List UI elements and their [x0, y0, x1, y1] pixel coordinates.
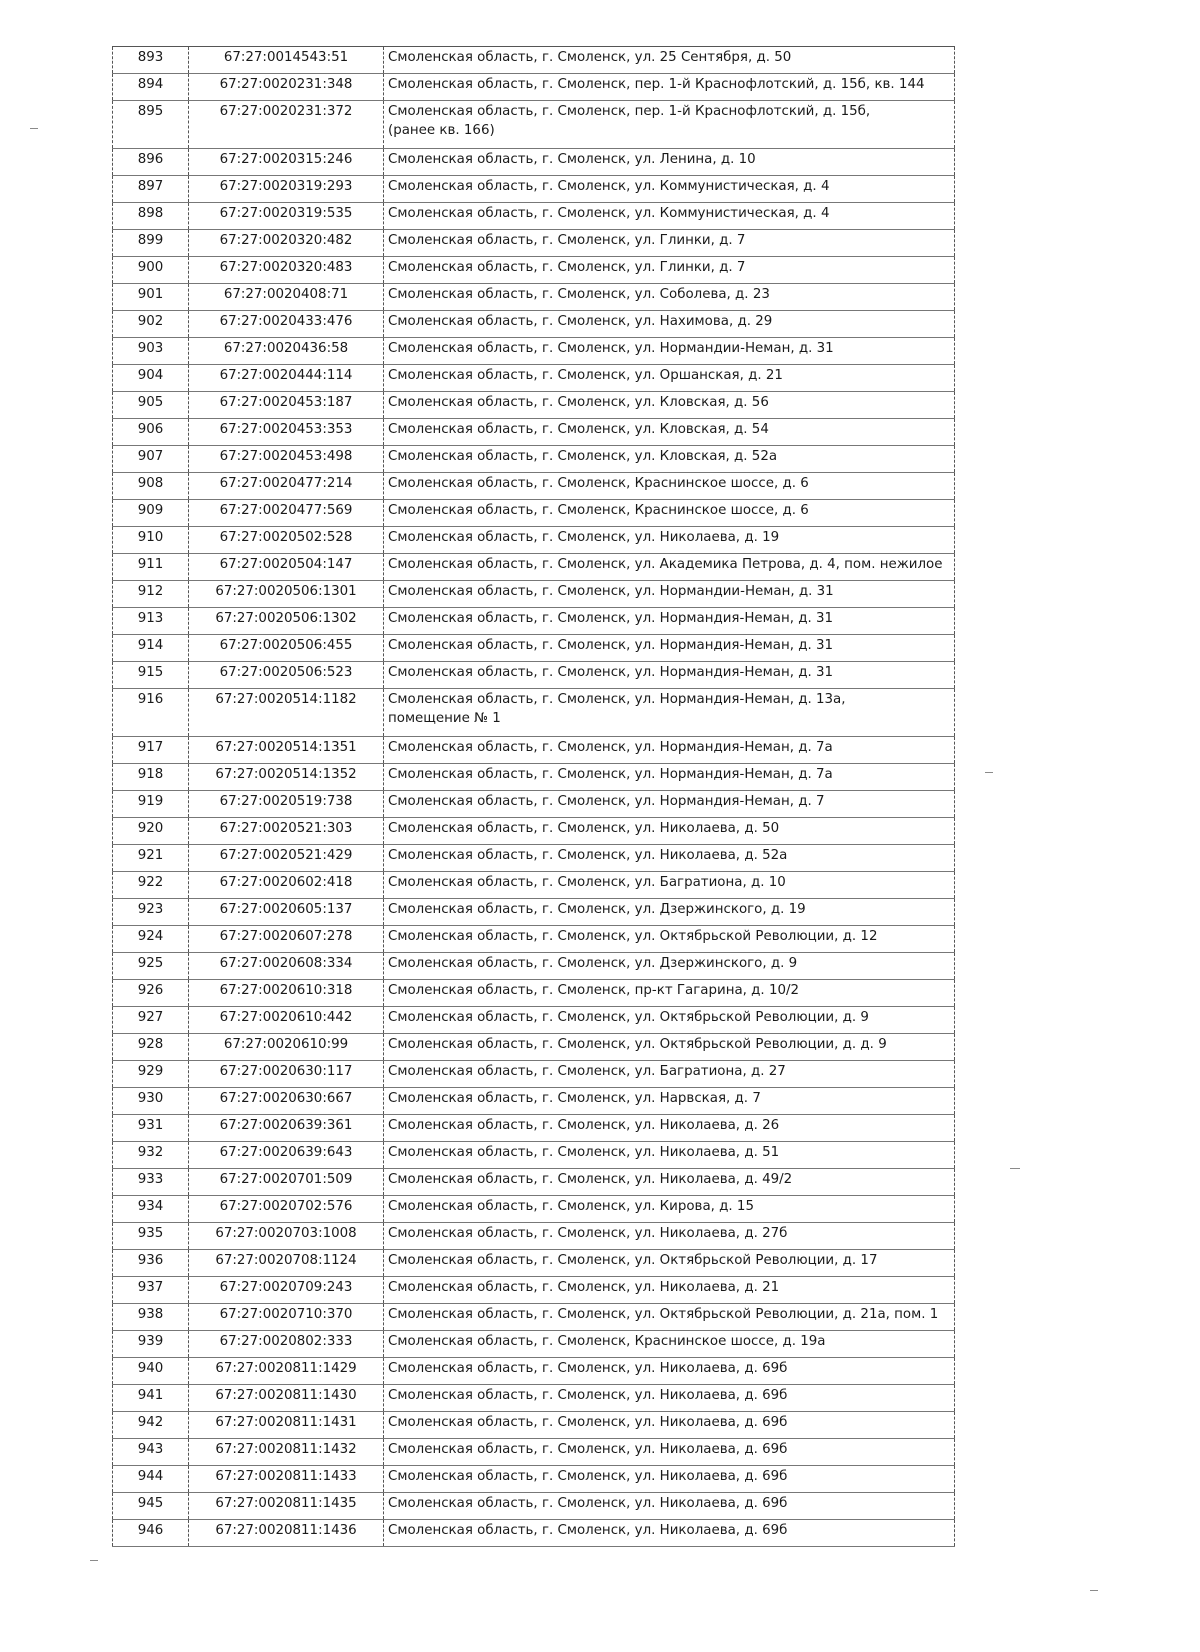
address-cell: Смоленская область, г. Смоленск, ул. Багратиона, д. 27: [384, 1061, 955, 1088]
table-row: [113, 1466, 955, 1493]
address-cell: Смоленская область, г. Смоленск, ул. Кловская, д. 56: [384, 392, 955, 419]
cadastral-number-cell: 67:27:0020802:333: [189, 1331, 384, 1358]
address-cell: Смоленская область, г. Смоленск, ул. Нормандия-Неман, д. 7а: [384, 764, 955, 791]
row-number-cell: 942: [113, 1412, 189, 1439]
row-number-cell: 916: [113, 689, 189, 737]
registry-table-body: [113, 47, 955, 1547]
table-row: [113, 635, 955, 662]
row-number-cell: 935: [113, 1223, 189, 1250]
address-cell: Смоленская область, г. Смоленск, ул. Октябрьской Революции, д. 21а, пом. 1: [384, 1304, 955, 1331]
table-row: [113, 1385, 955, 1412]
table-row: [113, 230, 955, 257]
address-cell: Смоленская область, г. Смоленск, ул. Академика Петрова, д. 4, пом. нежилое: [384, 554, 955, 581]
cadastral-number-cell: 67:27:0020319:535: [189, 203, 384, 230]
scan-mark: [985, 772, 993, 773]
address-cell: Смоленская область, г. Смоленск, ул. Соболева, д. 23: [384, 284, 955, 311]
cadastral-number-cell: 67:27:0020514:1351: [189, 737, 384, 764]
table-row: [113, 764, 955, 791]
address-cell: Смоленская область, г. Смоленск, ул. Нормандия-Неман, д. 13а, помещение № 1: [384, 689, 955, 737]
cadastral-number-cell: 67:27:0020504:147: [189, 554, 384, 581]
table-row: [113, 953, 955, 980]
row-number-cell: 913: [113, 608, 189, 635]
cadastral-number-cell: 67:27:0020610:318: [189, 980, 384, 1007]
cadastral-number-cell: 67:27:0020320:482: [189, 230, 384, 257]
address-cell: Смоленская область, г. Смоленск, ул. Нормандия-Неман, д. 31: [384, 662, 955, 689]
row-number-cell: 922: [113, 872, 189, 899]
row-number-cell: 934: [113, 1196, 189, 1223]
address-cell: Смоленская область, г. Смоленск, ул. Кловская, д. 52а: [384, 446, 955, 473]
cadastral-number-cell: 67:27:0020444:114: [189, 365, 384, 392]
address-cell: Смоленская область, г. Смоленск, ул. Нормандии-Неман, д. 31: [384, 338, 955, 365]
table-row: [113, 608, 955, 635]
document-page: [112, 46, 954, 1547]
address-cell: Смоленская область, г. Смоленск, ул. Николаева, д. 19: [384, 527, 955, 554]
table-row: [113, 500, 955, 527]
address-cell: Смоленская область, г. Смоленск, Краснинское шоссе, д. 6: [384, 473, 955, 500]
cadastral-number-cell: 67:27:0020811:1431: [189, 1412, 384, 1439]
cadastral-number-cell: 67:27:0020605:137: [189, 899, 384, 926]
address-cell: Смоленская область, г. Смоленск, Краснинское шоссе, д. 6: [384, 500, 955, 527]
address-cell: Смоленская область, г. Смоленск, ул. Кирова, д. 15: [384, 1196, 955, 1223]
row-number-cell: 946: [113, 1520, 189, 1547]
address-cell: Смоленская область, г. Смоленск, ул. Октябрьской Революции, д. 9: [384, 1007, 955, 1034]
address-cell: Смоленская область, г. Смоленск, ул. Нормандия-Неман, д. 31: [384, 635, 955, 662]
scan-mark: [90, 1560, 98, 1561]
row-number-cell: 932: [113, 1142, 189, 1169]
table-row: [113, 1034, 955, 1061]
address-cell: Смоленская область, г. Смоленск, ул. Глинки, д. 7: [384, 230, 955, 257]
table-row: [113, 392, 955, 419]
address-cell: Смоленская область, г. Смоленск, ул. Дзержинского, д. 19: [384, 899, 955, 926]
row-number-cell: 928: [113, 1034, 189, 1061]
cadastral-number-cell: 67:27:0020320:483: [189, 257, 384, 284]
table-row: [113, 1061, 955, 1088]
address-cell: Смоленская область, г. Смоленск, ул. Николаева, д. 69б: [384, 1520, 955, 1547]
row-number-cell: 920: [113, 818, 189, 845]
cadastral-number-cell: 67:27:0020703:1008: [189, 1223, 384, 1250]
row-number-cell: 907: [113, 446, 189, 473]
cadastral-number-cell: 67:27:0020521:429: [189, 845, 384, 872]
cadastral-number-cell: 67:27:0020453:353: [189, 419, 384, 446]
address-cell: Смоленская область, г. Смоленск, ул. Октябрьской Революции, д. 12: [384, 926, 955, 953]
cadastral-number-cell: 67:27:0020477:214: [189, 473, 384, 500]
table-row: [113, 1169, 955, 1196]
table-row: [113, 1115, 955, 1142]
row-number-cell: 940: [113, 1358, 189, 1385]
table-row: [113, 311, 955, 338]
table-row: [113, 257, 955, 284]
cadastral-number-cell: 67:27:0020811:1432: [189, 1439, 384, 1466]
table-row: [113, 338, 955, 365]
row-number-cell: 944: [113, 1466, 189, 1493]
address-cell: Смоленская область, г. Смоленск, ул. Нормандии-Неман, д. 31: [384, 581, 955, 608]
table-row: [113, 791, 955, 818]
address-cell: Смоленская область, г. Смоленск, ул. Багратиона, д. 10: [384, 872, 955, 899]
address-cell: Смоленская область, г. Смоленск, ул. Глинки, д. 7: [384, 257, 955, 284]
cadastral-number-cell: 67:27:0020514:1182: [189, 689, 384, 737]
address-cell: Смоленская область, г. Смоленск, ул. Оршанская, д. 21: [384, 365, 955, 392]
row-number-cell: 926: [113, 980, 189, 1007]
cadastral-number-cell: 67:27:0020319:293: [189, 176, 384, 203]
row-number-cell: 903: [113, 338, 189, 365]
cadastral-number-cell: 67:27:0020630:117: [189, 1061, 384, 1088]
address-cell: Смоленская область, г. Смоленск, ул. Дзержинского, д. 9: [384, 953, 955, 980]
table-row: [113, 1196, 955, 1223]
row-number-cell: 895: [113, 101, 189, 149]
row-number-cell: 909: [113, 500, 189, 527]
row-number-cell: 925: [113, 953, 189, 980]
table-row: [113, 1331, 955, 1358]
cadastral-number-cell: 67:27:0020502:528: [189, 527, 384, 554]
cadastral-number-cell: 67:27:0020436:58: [189, 338, 384, 365]
row-number-cell: 919: [113, 791, 189, 818]
address-cell: Смоленская область, г. Смоленск, ул. Коммунистическая, д. 4: [384, 176, 955, 203]
table-row: [113, 47, 955, 74]
cadastral-number-cell: 67:27:0020811:1433: [189, 1466, 384, 1493]
table-row: [113, 662, 955, 689]
cadastral-number-cell: 67:27:0020607:278: [189, 926, 384, 953]
row-number-cell: 937: [113, 1277, 189, 1304]
address-cell: Смоленская область, г. Смоленск, ул. Нарвская, д. 7: [384, 1088, 955, 1115]
row-number-cell: 938: [113, 1304, 189, 1331]
cadastral-number-cell: 67:27:0020519:738: [189, 791, 384, 818]
address-cell: Смоленская область, г. Смоленск, ул. Николаева, д. 69б: [384, 1466, 955, 1493]
table-row: [113, 1493, 955, 1520]
table-row: [113, 1304, 955, 1331]
table-row: [113, 1520, 955, 1547]
row-number-cell: 943: [113, 1439, 189, 1466]
cadastral-number-cell: 67:27:0020433:476: [189, 311, 384, 338]
address-cell: Смоленская область, г. Смоленск, ул. Октябрьской Революции, д. 17: [384, 1250, 955, 1277]
row-number-cell: 898: [113, 203, 189, 230]
row-number-cell: 910: [113, 527, 189, 554]
address-cell: Смоленская область, г. Смоленск, ул. Николаева, д. 49/2: [384, 1169, 955, 1196]
table-row: [113, 101, 955, 149]
address-cell: Смоленская область, г. Смоленск, ул. Ленина, д. 10: [384, 149, 955, 176]
row-number-cell: 914: [113, 635, 189, 662]
row-number-cell: 933: [113, 1169, 189, 1196]
row-number-cell: 894: [113, 74, 189, 101]
table-row: [113, 203, 955, 230]
cadastral-number-cell: 67:27:0020453:498: [189, 446, 384, 473]
table-row: [113, 1277, 955, 1304]
cadastral-number-cell: 67:27:0020709:243: [189, 1277, 384, 1304]
row-number-cell: 930: [113, 1088, 189, 1115]
table-row: [113, 845, 955, 872]
row-number-cell: 927: [113, 1007, 189, 1034]
address-cell: Смоленская область, г. Смоленск, ул. Николаева, д. 26: [384, 1115, 955, 1142]
address-cell: Смоленская область, г. Смоленск, ул. Нормандия-Неман, д. 7а: [384, 737, 955, 764]
table-row: [113, 446, 955, 473]
row-number-cell: 939: [113, 1331, 189, 1358]
row-number-cell: 908: [113, 473, 189, 500]
cadastral-number-cell: 67:27:0020610:442: [189, 1007, 384, 1034]
row-number-cell: 905: [113, 392, 189, 419]
cadastral-number-cell: 67:27:0020702:576: [189, 1196, 384, 1223]
address-cell: Смоленская область, г. Смоленск, ул. Николаева, д. 50: [384, 818, 955, 845]
address-cell: Смоленская область, г. Смоленск, ул. Николаева, д. 52а: [384, 845, 955, 872]
address-cell: Смоленская область, г. Смоленск, ул. Николаева, д. 21: [384, 1277, 955, 1304]
table-row: [113, 284, 955, 311]
cadastral-number-cell: 67:27:0020639:643: [189, 1142, 384, 1169]
address-cell: Смоленская область, г. Смоленск, ул. Николаева, д. 51: [384, 1142, 955, 1169]
address-cell: Смоленская область, г. Смоленск, ул. Кловская, д. 54: [384, 419, 955, 446]
table-row: [113, 473, 955, 500]
address-cell: Смоленская область, г. Смоленск, ул. Октябрьской Революции, д. д. 9: [384, 1034, 955, 1061]
cadastral-number-cell: 67:27:0020514:1352: [189, 764, 384, 791]
row-number-cell: 915: [113, 662, 189, 689]
row-number-cell: 924: [113, 926, 189, 953]
table-row: [113, 980, 955, 1007]
row-number-cell: 917: [113, 737, 189, 764]
address-cell: Смоленская область, г. Смоленск, ул. Николаева, д. 69б: [384, 1385, 955, 1412]
scan-mark: [1010, 1168, 1020, 1169]
row-number-cell: 923: [113, 899, 189, 926]
cadastral-number-cell: 67:27:0020506:523: [189, 662, 384, 689]
row-number-cell: 897: [113, 176, 189, 203]
table-row: [113, 365, 955, 392]
cadastral-number-cell: 67:27:0014543:51: [189, 47, 384, 74]
address-cell: Смоленская область, г. Смоленск, ул. Нормандия-Неман, д. 31: [384, 608, 955, 635]
table-row: [113, 419, 955, 446]
row-number-cell: 918: [113, 764, 189, 791]
table-row: [113, 1223, 955, 1250]
address-cell: Смоленская область, г. Смоленск, пр-кт Гагарина, д. 10/2: [384, 980, 955, 1007]
table-row: [113, 737, 955, 764]
cadastral-number-cell: 67:27:0020708:1124: [189, 1250, 384, 1277]
address-cell: Смоленская область, г. Смоленск, ул. 25 Сентября, д. 50: [384, 47, 955, 74]
cadastral-number-cell: 67:27:0020602:418: [189, 872, 384, 899]
row-number-cell: 902: [113, 311, 189, 338]
table-row: [113, 176, 955, 203]
row-number-cell: 945: [113, 1493, 189, 1520]
row-number-cell: 893: [113, 47, 189, 74]
address-cell: Смоленская область, г. Смоленск, ул. Николаева, д. 69б: [384, 1439, 955, 1466]
address-cell: Смоленская область, г. Смоленск, ул. Николаева, д. 69б: [384, 1493, 955, 1520]
table-row: [113, 1358, 955, 1385]
cadastral-number-cell: 67:27:0020506:1302: [189, 608, 384, 635]
table-row: [113, 149, 955, 176]
table-row: [113, 818, 955, 845]
cadastral-number-cell: 67:27:0020506:1301: [189, 581, 384, 608]
row-number-cell: 912: [113, 581, 189, 608]
table-row: [113, 872, 955, 899]
cadastral-number-cell: 67:27:0020811:1436: [189, 1520, 384, 1547]
table-row: [113, 554, 955, 581]
address-cell: Смоленская область, г. Смоленск, пер. 1-й Краснофлотский, д. 15б, кв. 144: [384, 74, 955, 101]
table-row: [113, 926, 955, 953]
cadastral-number-cell: 67:27:0020811:1435: [189, 1493, 384, 1520]
cadastral-number-cell: 67:27:0020639:361: [189, 1115, 384, 1142]
address-cell: Смоленская область, г. Смоленск, ул. Николаева, д. 69б: [384, 1412, 955, 1439]
cadastral-number-cell: 67:27:0020231:372: [189, 101, 384, 149]
cadastral-number-cell: 67:27:0020477:569: [189, 500, 384, 527]
table-row: [113, 74, 955, 101]
table-row: [113, 581, 955, 608]
address-cell: Смоленская область, г. Смоленск, ул. Нахимова, д. 29: [384, 311, 955, 338]
row-number-cell: 929: [113, 1061, 189, 1088]
table-row: [113, 1250, 955, 1277]
row-number-cell: 899: [113, 230, 189, 257]
registry-table: [112, 46, 955, 1547]
cadastral-number-cell: 67:27:0020453:187: [189, 392, 384, 419]
cadastral-number-cell: 67:27:0020811:1430: [189, 1385, 384, 1412]
cadastral-number-cell: 67:27:0020408:71: [189, 284, 384, 311]
table-row: [113, 1007, 955, 1034]
scan-mark: [30, 128, 38, 129]
row-number-cell: 904: [113, 365, 189, 392]
table-row: [113, 1088, 955, 1115]
address-cell: Смоленская область, г. Смоленск, ул. Коммунистическая, д. 4: [384, 203, 955, 230]
address-cell: Смоленская область, г. Смоленск, ул. Нормандия-Неман, д. 7: [384, 791, 955, 818]
row-number-cell: 906: [113, 419, 189, 446]
row-number-cell: 896: [113, 149, 189, 176]
cadastral-number-cell: 67:27:0020521:303: [189, 818, 384, 845]
table-row: [113, 689, 955, 737]
cadastral-number-cell: 67:27:0020610:99: [189, 1034, 384, 1061]
table-row: [113, 527, 955, 554]
scan-mark: [1090, 1590, 1098, 1591]
row-number-cell: 931: [113, 1115, 189, 1142]
row-number-cell: 901: [113, 284, 189, 311]
cadastral-number-cell: 67:27:0020315:246: [189, 149, 384, 176]
cadastral-number-cell: 67:27:0020231:348: [189, 74, 384, 101]
cadastral-number-cell: 67:27:0020710:370: [189, 1304, 384, 1331]
cadastral-number-cell: 67:27:0020630:667: [189, 1088, 384, 1115]
row-number-cell: 911: [113, 554, 189, 581]
row-number-cell: 921: [113, 845, 189, 872]
cadastral-number-cell: 67:27:0020701:509: [189, 1169, 384, 1196]
row-number-cell: 936: [113, 1250, 189, 1277]
row-number-cell: 941: [113, 1385, 189, 1412]
address-cell: Смоленская область, г. Смоленск, ул. Николаева, д. 27б: [384, 1223, 955, 1250]
table-row: [113, 1439, 955, 1466]
table-row: [113, 899, 955, 926]
address-cell: Смоленская область, г. Смоленск, пер. 1-й Краснофлотский, д. 15б, (ранее кв. 166): [384, 101, 955, 149]
cadastral-number-cell: 67:27:0020811:1429: [189, 1358, 384, 1385]
address-cell: Смоленская область, г. Смоленск, ул. Николаева, д. 69б: [384, 1358, 955, 1385]
cadastral-number-cell: 67:27:0020506:455: [189, 635, 384, 662]
table-row: [113, 1412, 955, 1439]
cadastral-number-cell: 67:27:0020608:334: [189, 953, 384, 980]
row-number-cell: 900: [113, 257, 189, 284]
address-cell: Смоленская область, г. Смоленск, Краснинское шоссе, д. 19а: [384, 1331, 955, 1358]
table-row: [113, 1142, 955, 1169]
